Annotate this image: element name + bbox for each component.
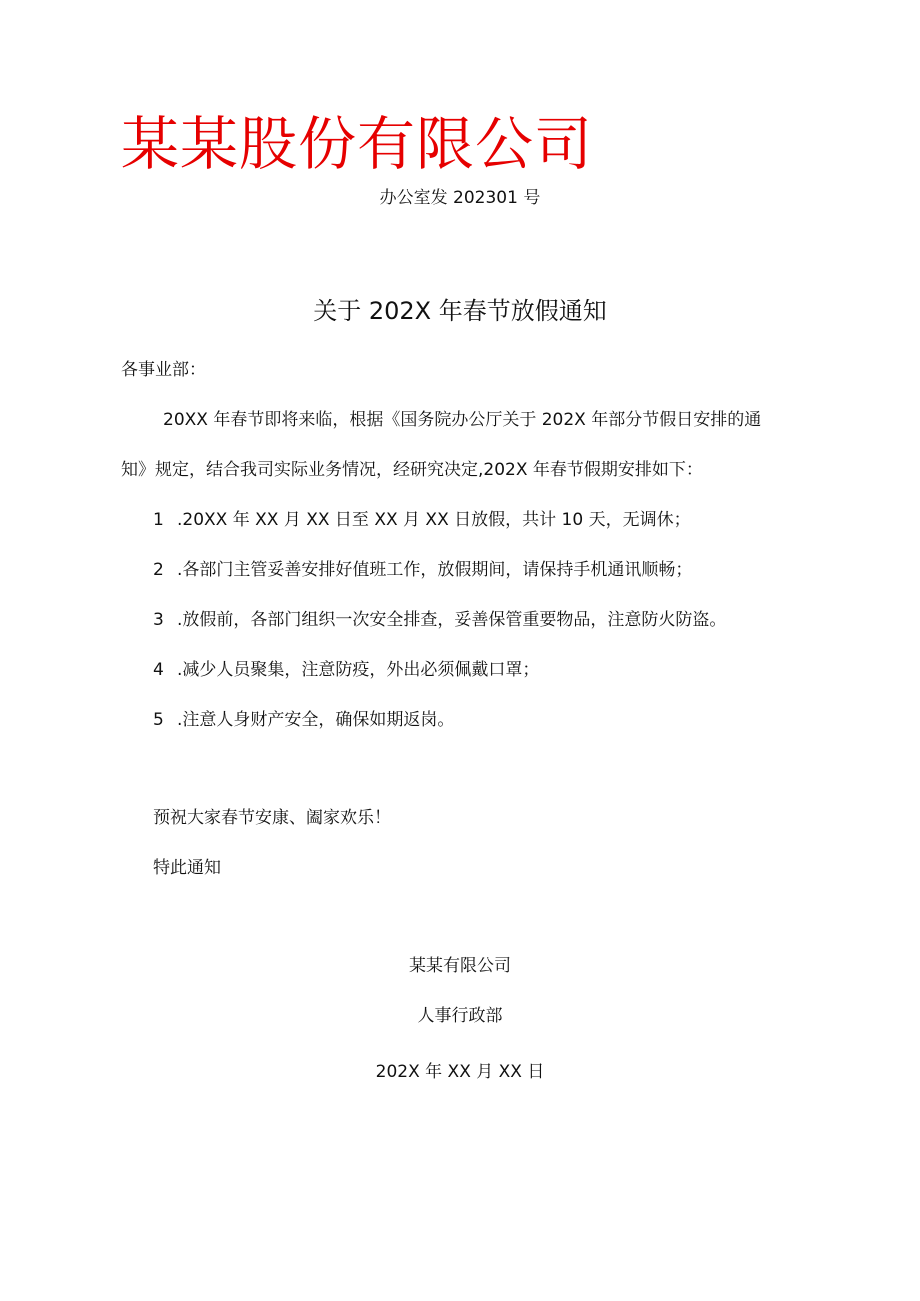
list-item-text: .注意人身财产安全，确保如期返岗。 — [177, 710, 455, 730]
signature-date: 202X 年 XX 月 XX 日 — [375, 1062, 545, 1082]
signature-department: 人事行政部 — [417, 1006, 503, 1026]
addressee: 各事业部： — [121, 360, 206, 380]
holiday-wishes: 预祝大家春节安康、阖家欢乐！ — [153, 808, 391, 828]
list-item-number: 5 — [153, 710, 164, 730]
list-item-number: 2 — [153, 560, 164, 580]
list-item-text: .20XX 年 XX 月 XX 日至 XX 月 XX 日放假，共计 10 天，无调休； — [177, 510, 691, 530]
intro-paragraph-line-2: 知》规定，结合我司实际业务情况，经研究决定,202X 年春节假期安排如下： — [121, 460, 703, 480]
list-item — [153, 708, 454, 732]
document-title: 关于 202X 年春节放假通知 — [313, 297, 607, 325]
list-item-text: .减少人员聚集，注意防疫，外出必须佩戴口罩； — [177, 660, 540, 680]
list-item-text: .各部门主管妥善安排好值班工作，放假期间，请保持手机通讯顺畅； — [177, 560, 693, 580]
company-letterhead: 某某股份有限公司 — [121, 110, 594, 178]
signature-company: 某某有限公司 — [409, 956, 511, 976]
list-item-number: 3 — [153, 610, 164, 630]
list-item-number: 4 — [153, 660, 164, 680]
document-number: 办公室发 202301 号 — [379, 188, 541, 208]
list-item — [153, 608, 726, 632]
list-item — [153, 658, 539, 682]
list-item-text: .放假前，各部门组织一次安全排查，妥善保管重要物品，注意防火防盗。 — [177, 610, 727, 630]
list-item — [153, 558, 692, 582]
list-item — [153, 508, 691, 532]
list-item-number: 1 — [153, 510, 164, 530]
closing-remark: 特此通知 — [153, 858, 221, 878]
intro-paragraph-line-1: 20XX 年春节即将来临，根据《国务院办公厅关于 202X 年部分节假日安排的通 — [163, 410, 762, 430]
